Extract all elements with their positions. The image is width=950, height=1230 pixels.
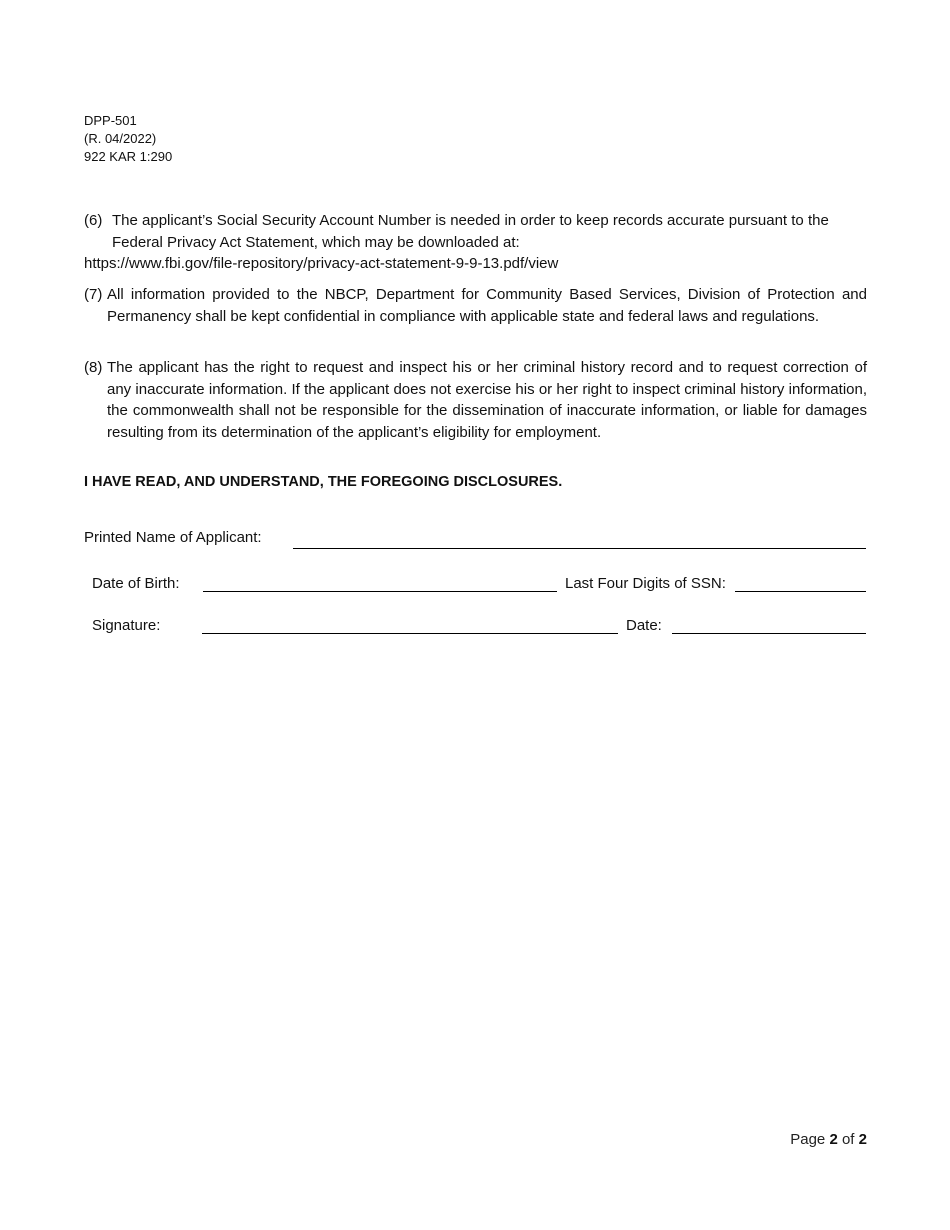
date-label: Date:: [626, 617, 662, 634]
printed-name-field[interactable]: [293, 548, 866, 549]
item-number: (7): [84, 286, 103, 303]
disclosure-item-7: [84, 284, 867, 327]
page-total: 2: [858, 1131, 867, 1148]
form-number: DPP-501: [84, 113, 137, 128]
privacy-act-url: https://www.fbi.gov/file-repository/privacy-act-statement-9-9-13.pdf/view: [84, 255, 559, 272]
item-text: The applicant’s Social Security Account Number is needed in order to keep records accurate pursuant to the Federal Privacy Act Statement, which may be downloaded at:: [112, 212, 829, 251]
disclosure-item-6: [84, 210, 867, 253]
page-number: [790, 1131, 867, 1148]
form-header: [84, 112, 172, 166]
date-of-birth-field[interactable]: [203, 591, 557, 592]
item-text: The applicant has the right to request and inspect his or her criminal history record and to request correction of any inaccurate information. If the applicant does not exercise his or her right to inspect criminal history information, the commonwealth shall not be responsible for the dissemination of inaccurate information, or liable for damages resulting from its determination of the applicant’s eligibility for employment.: [107, 359, 867, 441]
of-word: of: [841, 1131, 855, 1148]
ssn-last-four-label: Last Four Digits of SSN:: [565, 575, 726, 592]
date-of-birth-label: Date of Birth:: [92, 575, 180, 592]
item-number: (6): [84, 212, 103, 229]
form-revision: (R. 04/2022): [84, 131, 157, 146]
printed-name-label: Printed Name of Applicant:: [84, 529, 262, 546]
date-field[interactable]: [672, 633, 866, 634]
form-regulation: 922 KAR 1:290: [84, 149, 173, 164]
item-text: All information provided to the NBCP, Department for Community Based Services, Division of Protection and Permanency shall be kept confidential in compliance with applicable state and federal laws and regulations.: [107, 286, 867, 325]
page-word: Page: [790, 1131, 826, 1148]
disclosure-item-8: [84, 357, 867, 443]
acknowledgement-heading: I HAVE READ, AND UNDERSTAND, THE FOREGOING DISCLOSURES.: [84, 474, 563, 490]
signature-label: Signature:: [92, 617, 161, 634]
ssn-last-four-field[interactable]: [735, 591, 866, 592]
signature-field[interactable]: [202, 633, 618, 634]
page-current: 2: [829, 1131, 838, 1148]
item-number: (8): [84, 359, 103, 376]
